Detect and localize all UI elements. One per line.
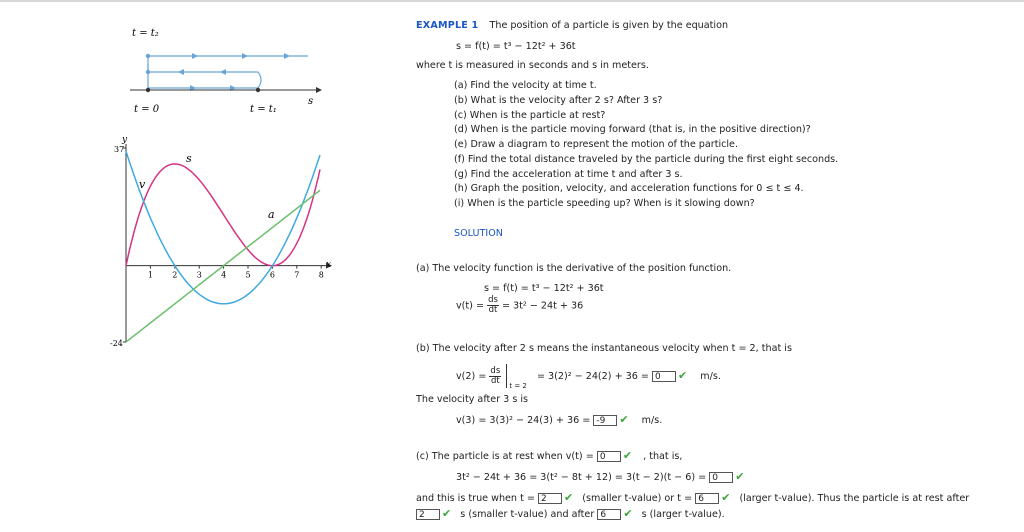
part-i: (i) When is the particle speeding up? When is it slowing down? [454,198,755,209]
check-icon: ✔ [442,507,452,520]
part-h: (h) Graph the position, velocity, and acceleration functions for 0 ≤ t ≤ 4. [454,183,804,194]
v-of-t-label: v(t) = [456,300,485,312]
smaller-text: (smaller t-value) or t = [582,493,693,504]
part-g: (g) Find the acceleration at time t and after 3 s. [454,169,683,180]
series-lines [126,151,320,342]
x-tick-label-4: 4 [221,270,227,280]
x-axis-label: x [326,260,332,270]
x-tick-label-3: 3 [196,270,202,280]
example-header [416,20,728,31]
position-equation: s = f(t) = t³ − 12t² + 36t [456,41,576,52]
x-tick-label-1: 1 [147,270,153,280]
figure-panel [0,0,360,532]
answer-v2-input[interactable]: 0 [652,371,676,382]
solution-heading: SOLUTION [454,228,503,239]
check-icon: ✔ [678,369,688,382]
example-label: EXAMPLE 1 [416,20,479,31]
curve-label-s: s [186,152,192,165]
v3-expression: v(3) = 3(3)² − 24(3) + 36 = [456,415,591,426]
v2-expression: = 3(2)² − 24(2) + 36 = [536,371,649,382]
frac-num: ds [488,295,498,305]
x-tick-label-6: 6 [269,270,275,280]
factored-expression: 3t² − 24t + 36 = 3(t² − 8t + 12) = 3(t − 2)(t − 6) = [456,472,707,483]
x-tick-label-2: 2 [172,270,178,280]
series-line-s [126,164,320,266]
solution-c-after [416,507,725,520]
check-icon: ✔ [619,413,629,426]
x-tick-label-7: 7 [294,270,300,280]
solution-c-eq [456,470,744,483]
motion-path-top [148,56,308,90]
solution-a-eq1: s = f(t) = t³ − 12t² + 36t [484,283,604,294]
solution-a-eq2 [456,296,583,315]
s-larger-text: s (larger t-value). [641,509,725,520]
answer-rest-input[interactable]: 0 [597,451,621,462]
rest-condition: (c) The particle is at rest when v(t) = [416,451,594,462]
motion-point-t1 [256,88,260,92]
series-line-v [126,151,320,304]
check-icon: ✔ [563,491,574,504]
eval-subscript: t = 2 [509,382,527,390]
velocity-expression: = 3t² − 24t + 36 [501,300,584,312]
solution-b-eq [456,364,721,388]
larger-text: (larger t-value). Thus the particle is at rest after [739,493,970,504]
true-when-text: and this is true when t = [416,493,535,504]
frac-num-b: ds [490,365,501,376]
y-top-label: 37 [114,145,125,154]
answer-rest-smaller-input[interactable]: 2 [416,509,440,520]
answer-t-smaller-input[interactable]: 2 [538,493,562,504]
svt-graph [0,130,360,360]
s-smaller-text: s (smaller t-value) and after [460,509,595,520]
part-b: (b) What is the velocity after 2 s? After 3 s? [454,95,663,106]
part-e: (e) Draw a diagram to represent the motion of the particle. [454,139,739,150]
answer-t-larger-input[interactable]: 6 [695,493,719,504]
label-t-t2: t = t₂ [132,28,159,39]
answer-rest-larger-input[interactable]: 6 [597,509,621,520]
part-d: (d) When is the particle moving forward (that is, in the positive direction)? [454,124,811,135]
solution-c-when [416,491,969,504]
example-text [416,0,1016,532]
frac-den-b: dt [490,375,500,386]
motion-path-loop [148,64,261,88]
part-a: (a) Find the velocity at time t. [454,80,597,91]
y-bottom-label: -24 [110,339,123,348]
answer-factored-input[interactable]: 0 [709,472,733,483]
check-icon: ✔ [623,507,633,520]
part-f: (f) Find the total distance traveled by the particle during the first eight seconds. [454,154,839,165]
curve-label-v: v [139,178,146,191]
label-t-0: t = 0 [134,104,160,115]
solution-b-text: (b) The velocity after 2 s means the instantaneous velocity when t = 2, that is [416,343,792,354]
v2-label: v(2) = [456,371,487,382]
check-icon: ✔ [721,491,731,504]
solution-c-text [416,449,682,462]
that-is-text: , that is, [643,451,683,462]
ds-dt-fraction-b [489,367,501,386]
solution-b-eq2 [456,413,662,426]
v3-unit: m/s. [641,415,663,426]
s-axis-arrow [316,87,322,93]
where-text: where t is measured in seconds and s in meters. [416,60,649,71]
frac-den: dt [488,305,498,315]
motion-point-t2 [146,54,150,58]
check-icon: ✔ [622,449,633,462]
x-tick-label-8: 8 [318,270,324,280]
solution-a-text: (a) The velocity function is the derivative of the position function. [416,263,732,274]
ds-dt-fraction [487,296,499,315]
check-icon: ✔ [735,470,745,483]
example-intro: The position of a particle is given by the equation [489,20,729,31]
label-t-t1: t = t₁ [250,104,277,115]
motion-diagram [0,0,360,130]
axes [123,144,332,342]
curve-label-a: a [268,208,275,221]
part-c: (c) When is the particle at rest? [454,110,606,121]
y-axis-label: y [122,135,128,145]
answer-v3-input[interactable]: -9 [593,415,617,426]
eval-bar [506,364,507,388]
motion-point-mid [146,70,150,74]
x-tick-label-5: 5 [245,270,251,280]
solution-b-text2: The velocity after 3 s is [416,394,529,405]
v2-unit: m/s. [700,371,721,382]
s-axis-label: s [308,96,314,107]
